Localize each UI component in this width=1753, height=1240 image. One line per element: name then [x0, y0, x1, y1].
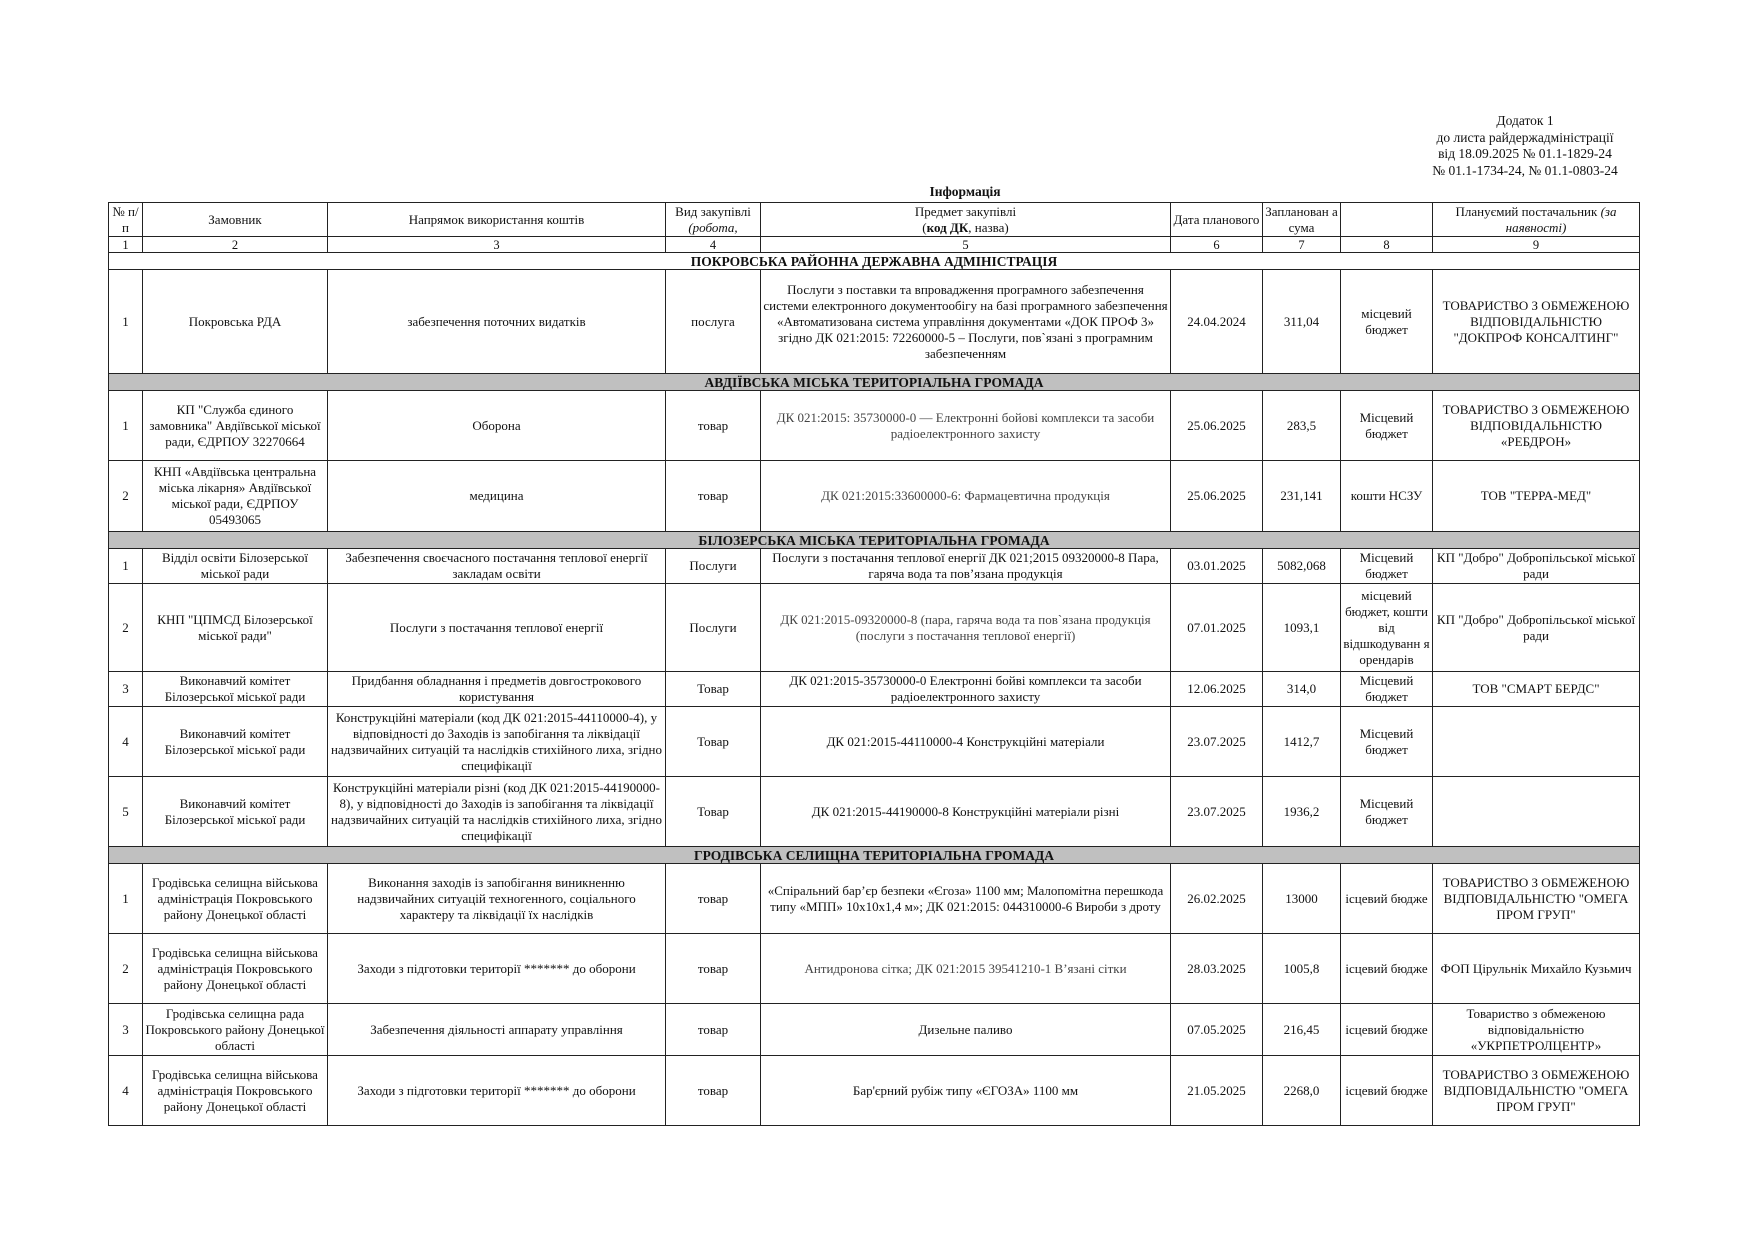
- table-row: [109, 270, 1640, 374]
- customer-cell: Гродівська селищна військова адміністрація Покровського району Донецької області: [143, 1056, 328, 1126]
- supplier-cell: ТОВАРИСТВО З ОБМЕЖЕНОЮ ВІДПОВІДАЛЬНІСТЮ "ОМЕГА ПРОМ ГРУП": [1433, 864, 1640, 934]
- annex-line-4: № 01.1-1734-24, № 01.1-0803-24: [1432, 162, 1618, 178]
- column-number: 7: [1263, 237, 1341, 253]
- header-subject-bold: код ДК: [926, 219, 969, 235]
- planned-sum-cell: 311,04: [1263, 270, 1341, 374]
- planned-sum-cell: 1005,8: [1263, 934, 1341, 1004]
- customer-cell: КП "Служба єдиного замовника" Авдіївської міської ради, ЄДРПОУ 32270664: [143, 391, 328, 461]
- planned-sum-cell: 216,45: [1263, 1004, 1341, 1056]
- header-row: [109, 203, 1640, 237]
- group-title: ГРОДІВСЬКА СЕЛИЩНА ТЕРИТОРІАЛЬНА ГРОМАДА: [109, 847, 1640, 864]
- funding-source-cell: Місцевий бюджет: [1341, 549, 1433, 584]
- customer-cell: Покровська РДА: [143, 270, 328, 374]
- purpose-cell: Конструкційні матеріали (код ДК 021:2015-44110000-4), у відповідності до Заходів із запобігання та ліквідації надзвичайних ситуацій та наслідків стихійного лиха, згідно специфікації: [328, 707, 666, 777]
- column-number: 9: [1433, 237, 1640, 253]
- planned-sum-cell: 1093,1: [1263, 584, 1341, 672]
- funding-source-cell: ісцевий бюдже: [1341, 934, 1433, 1004]
- header-customer: Замовник: [143, 203, 328, 237]
- table-row: [109, 777, 1640, 847]
- supplier-cell: КП "Добро" Добропільської міської ради: [1433, 584, 1640, 672]
- table-row: [109, 391, 1640, 461]
- customer-cell: Виконавчий комітет Білозерської міської ради: [143, 707, 328, 777]
- row-number: 2: [109, 584, 143, 672]
- customer-cell: Гродівська селищна військова адміністрація Покровського району Донецької області: [143, 934, 328, 1004]
- table-row: [109, 584, 1640, 672]
- planned-date-cell: 25.06.2025: [1171, 391, 1263, 461]
- planned-sum-cell: 1412,7: [1263, 707, 1341, 777]
- column-number: 3: [328, 237, 666, 253]
- planned-date-cell: 07.05.2025: [1171, 1004, 1263, 1056]
- column-number: 8: [1341, 237, 1433, 253]
- planned-date-cell: 24.04.2024: [1171, 270, 1263, 374]
- table-row: [109, 707, 1640, 777]
- group-title: АВДІЇВСЬКА МІСЬКА ТЕРИТОРІАЛЬНА ГРОМАДА: [109, 374, 1640, 391]
- procurement-type-cell: товар: [666, 391, 761, 461]
- procurement-type-cell: Послуги: [666, 584, 761, 672]
- procurement-type-cell: Товар: [666, 777, 761, 847]
- header-purpose: Напрямок використання коштів: [328, 203, 666, 237]
- planned-sum-cell: 231,141: [1263, 461, 1341, 532]
- row-number: 4: [109, 707, 143, 777]
- purpose-cell: Конструкційні матеріали різні (код ДК 021:2015-44190000-8), у відповідності до Заходів із запобігання та ліквідації надзвичайних ситуацій та наслідків стихійного лиха, згідно специфікації: [328, 777, 666, 847]
- row-number: 4: [109, 1056, 143, 1126]
- header-supplier: [1433, 203, 1640, 237]
- table-row: [109, 549, 1640, 584]
- purpose-cell: Забезпечення діяльності аппарату управління: [328, 1004, 666, 1056]
- row-number: 1: [109, 864, 143, 934]
- funding-source-cell: Місцевий бюджет: [1341, 777, 1433, 847]
- procurement-type-cell: Товар: [666, 672, 761, 707]
- column-number: 4: [666, 237, 761, 253]
- customer-cell: Виконавчий комітет Білозерської міської ради: [143, 672, 328, 707]
- table-row: [109, 864, 1640, 934]
- purpose-cell: Заходи з підготовки території ******* до оборони: [328, 1056, 666, 1126]
- purpose-cell: Виконання заходів із запобігання виникненню надзвичайних ситуацій техногенного, соціального характеру та ліквідації їх наслідків: [328, 864, 666, 934]
- group-header-row: [109, 532, 1640, 549]
- supplier-cell: ТОВ "ТЕРРА-МЕД": [1433, 461, 1640, 532]
- purpose-cell: Послуги з постачання теплової енергії: [328, 584, 666, 672]
- customer-cell: Гродівська селищна рада Покровського району Донецької області: [143, 1004, 328, 1056]
- funding-source-cell: ісцевий бюдже: [1341, 864, 1433, 934]
- table-row: [109, 672, 1640, 707]
- customer-cell: КНП «Авдіївська центральна міська лікарня» Авдіївської міської ради, ЄДРПОУ 05493065: [143, 461, 328, 532]
- funding-source-cell: ісцевий бюдже: [1341, 1004, 1433, 1056]
- annex-block: [1380, 113, 1670, 179]
- row-number: 3: [109, 672, 143, 707]
- row-number: 1: [109, 270, 143, 374]
- column-number: 2: [143, 237, 328, 253]
- row-number: 3: [109, 1004, 143, 1056]
- subject-cell: ДК 021:2015-44110000-4 Конструкційні матеріали: [761, 707, 1171, 777]
- subject-cell: Послуги з постачання теплової енергії ДК 021;2015 09320000-8 Пара, гаряча вода та пов’язана продукція: [761, 549, 1171, 584]
- header-type-italic: (робота,: [688, 219, 738, 235]
- planned-date-cell: 25.06.2025: [1171, 461, 1263, 532]
- planned-date-cell: 12.06.2025: [1171, 672, 1263, 707]
- subject-cell: ДК 021:2015: 35730000-0 — Електронні бойові комплекси та засоби радіоелектронного захисту: [761, 391, 1171, 461]
- subject-cell: Послуги з поставки та впровадження програмного забезпечення системи електронного документообігу на базі програмного забезпечення «Автоматизована система управління документами «ДОК ПРОФ 3» згідно ДК 021:2015: 72260000-5 – Послуги, пов`язані з програмним забезпеченням: [761, 270, 1171, 374]
- purpose-cell: Заходи з підготовки території ******* до оборони: [328, 934, 666, 1004]
- purpose-cell: Придбання обладнання і предметів довгострокового користування: [328, 672, 666, 707]
- planned-sum-cell: 314,0: [1263, 672, 1341, 707]
- supplier-cell: ТОВ "СМАРТ БЕРДС": [1433, 672, 1640, 707]
- header-subject-open: (: [922, 219, 927, 235]
- planned-date-cell: 28.03.2025: [1171, 934, 1263, 1004]
- customer-cell: КНП "ЦПМСД Білозерської міської ради": [143, 584, 328, 672]
- header-sum: Запланован а сума: [1263, 203, 1341, 237]
- supplier-cell: ТОВАРИСТВО З ОБМЕЖЕНОЮ ВІДПОВІДАЛЬНІСТЮ "ДОКПРОФ КОНСАЛТИНГ": [1433, 270, 1640, 374]
- subject-cell: «Спіральний бар’єр безпеки «Єгоза» 1100 мм; Малопомітна перешкода типу «МПП» 10х10х1,4 м»; ДК 021:2015: 044310000-6 Вироби з дроту: [761, 864, 1171, 934]
- group-header-row: [109, 253, 1640, 270]
- supplier-cell: ФОП Цірульнік Михайло Кузьмич: [1433, 934, 1640, 1004]
- supplier-cell: ТОВАРИСТВО З ОБМЕЖЕНОЮ ВІДПОВІДАЛЬНІСТЮ «РЕБДРОН»: [1433, 391, 1640, 461]
- funding-source-cell: Місцевий бюджет: [1341, 391, 1433, 461]
- document-title: Інформація: [929, 184, 1001, 199]
- customer-cell: Відділ освіти Білозерської міської ради: [143, 549, 328, 584]
- column-number-row: [109, 237, 1640, 253]
- funding-source-cell: місцевий бюджет: [1341, 270, 1433, 374]
- header-source: [1341, 203, 1433, 237]
- header-number: № п/п: [109, 203, 143, 237]
- planned-date-cell: 07.01.2025: [1171, 584, 1263, 672]
- customer-cell: Гродівська селищна військова адміністрація Покровського району Донецької області: [143, 864, 328, 934]
- table-row: [109, 461, 1640, 532]
- funding-source-cell: Місцевий бюджет: [1341, 707, 1433, 777]
- procurement-type-cell: товар: [666, 1004, 761, 1056]
- subject-cell: ДК 021:2015-09320000-8 (пара, гаряча вода та пов`язана продукція (послуги з постачання теплової енергії): [761, 584, 1171, 672]
- planned-date-cell: 23.07.2025: [1171, 707, 1263, 777]
- procurement-type-cell: послуга: [666, 270, 761, 374]
- procurement-type-cell: товар: [666, 934, 761, 1004]
- procurement-type-cell: Товар: [666, 707, 761, 777]
- supplier-cell: КП "Добро" Добропільської міської ради: [1433, 549, 1640, 584]
- planned-date-cell: 23.07.2025: [1171, 777, 1263, 847]
- procurement-type-cell: Послуги: [666, 549, 761, 584]
- subject-cell: ДК 021:2015:33600000-6: Фармацевтична продукція: [761, 461, 1171, 532]
- planned-sum-cell: 1936,2: [1263, 777, 1341, 847]
- row-number: 1: [109, 549, 143, 584]
- row-number: 2: [109, 934, 143, 1004]
- header-date: Дата планового: [1171, 203, 1263, 237]
- column-number: 6: [1171, 237, 1263, 253]
- customer-cell: Виконавчий комітет Білозерської міської ради: [143, 777, 328, 847]
- column-number: 1: [109, 237, 143, 253]
- header-subject-rest: , назва): [968, 219, 1009, 235]
- row-number: 2: [109, 461, 143, 532]
- planned-sum-cell: 13000: [1263, 864, 1341, 934]
- subject-cell: Дизельне паливо: [761, 1004, 1171, 1056]
- purpose-cell: Оборона: [328, 391, 666, 461]
- supplier-cell: ТОВАРИСТВО З ОБМЕЖЕНОЮ ВІДПОВІДАЛЬНІСТЮ "ОМЕГА ПРОМ ГРУП": [1433, 1056, 1640, 1126]
- annex-line-3: від 18.09.2025 № 01.1-1829-24: [1438, 146, 1612, 161]
- funding-source-cell: ісцевий бюдже: [1341, 1056, 1433, 1126]
- subject-cell: Антидронова сітка; ДК 021:2015 39541210-1 В’язані сітки: [761, 934, 1171, 1004]
- procurement-type-cell: товар: [666, 461, 761, 532]
- planned-date-cell: 21.05.2025: [1171, 1056, 1263, 1126]
- header-supplier-italic: (за наявності): [1505, 203, 1617, 235]
- funding-source-cell: кошти НСЗУ: [1341, 461, 1433, 532]
- purpose-cell: медицина: [328, 461, 666, 532]
- row-number: 5: [109, 777, 143, 847]
- planned-sum-cell: 283,5: [1263, 391, 1341, 461]
- subject-cell: Бар'єрний рубіж типу «ЄГОЗА» 1100 мм: [761, 1056, 1171, 1126]
- group-title: ПОКРОВСЬКА РАЙОННА ДЕРЖАВНА АДМІНІСТРАЦІЯ: [109, 253, 1640, 270]
- supplier-cell: [1433, 707, 1640, 777]
- annex-line-2: до листа райдержадміністрації: [1436, 129, 1614, 145]
- planned-date-cell: 03.01.2025: [1171, 549, 1263, 584]
- row-number: 1: [109, 391, 143, 461]
- column-number: 5: [761, 237, 1171, 253]
- table-row: [109, 934, 1640, 1004]
- header-type-main: Вид закупівлі: [675, 203, 751, 219]
- group-title: БІЛОЗЕРСЬКА МІСЬКА ТЕРИТОРІАЛЬНА ГРОМАДА: [109, 532, 1640, 549]
- supplier-cell: Товариство з обмеженою відповідальністю «УКРПЕТРОЛЦЕНТР»: [1433, 1004, 1640, 1056]
- header-supplier-main: Плануємий постачальник: [1455, 203, 1598, 219]
- procurement-type-cell: товар: [666, 1056, 761, 1126]
- annex-line-1: Додаток 1: [1496, 113, 1554, 128]
- header-type: [666, 203, 761, 237]
- procurement-type-cell: товар: [666, 864, 761, 934]
- purpose-cell: Забезпечення своєчасного постачання теплової енергії закладам освіти: [328, 549, 666, 584]
- supplier-cell: [1433, 777, 1640, 847]
- purpose-cell: забезпечення поточних видатків: [328, 270, 666, 374]
- header-subject: [761, 203, 1171, 237]
- procurement-table: [108, 202, 1640, 1126]
- group-header-row: [109, 374, 1640, 391]
- funding-source-cell: місцевий бюджет, кошти від відшкодуванн я орендарів: [1341, 584, 1433, 672]
- subject-cell: ДК 021:2015-35730000-0 Електронні бойві комплекси та засоби радіоелектронного захисту: [761, 672, 1171, 707]
- funding-source-cell: Місцевий бюджет: [1341, 672, 1433, 707]
- table-row: [109, 1056, 1640, 1126]
- planned-sum-cell: 2268,0: [1263, 1056, 1341, 1126]
- subject-cell: ДК 021:2015-44190000-8 Конструкційні матеріали різні: [761, 777, 1171, 847]
- planned-date-cell: 26.02.2025: [1171, 864, 1263, 934]
- table-row: [109, 1004, 1640, 1056]
- group-header-row: [109, 847, 1640, 864]
- header-subject-main: Предмет закупівлі: [914, 203, 1017, 219]
- planned-sum-cell: 5082,068: [1263, 549, 1341, 584]
